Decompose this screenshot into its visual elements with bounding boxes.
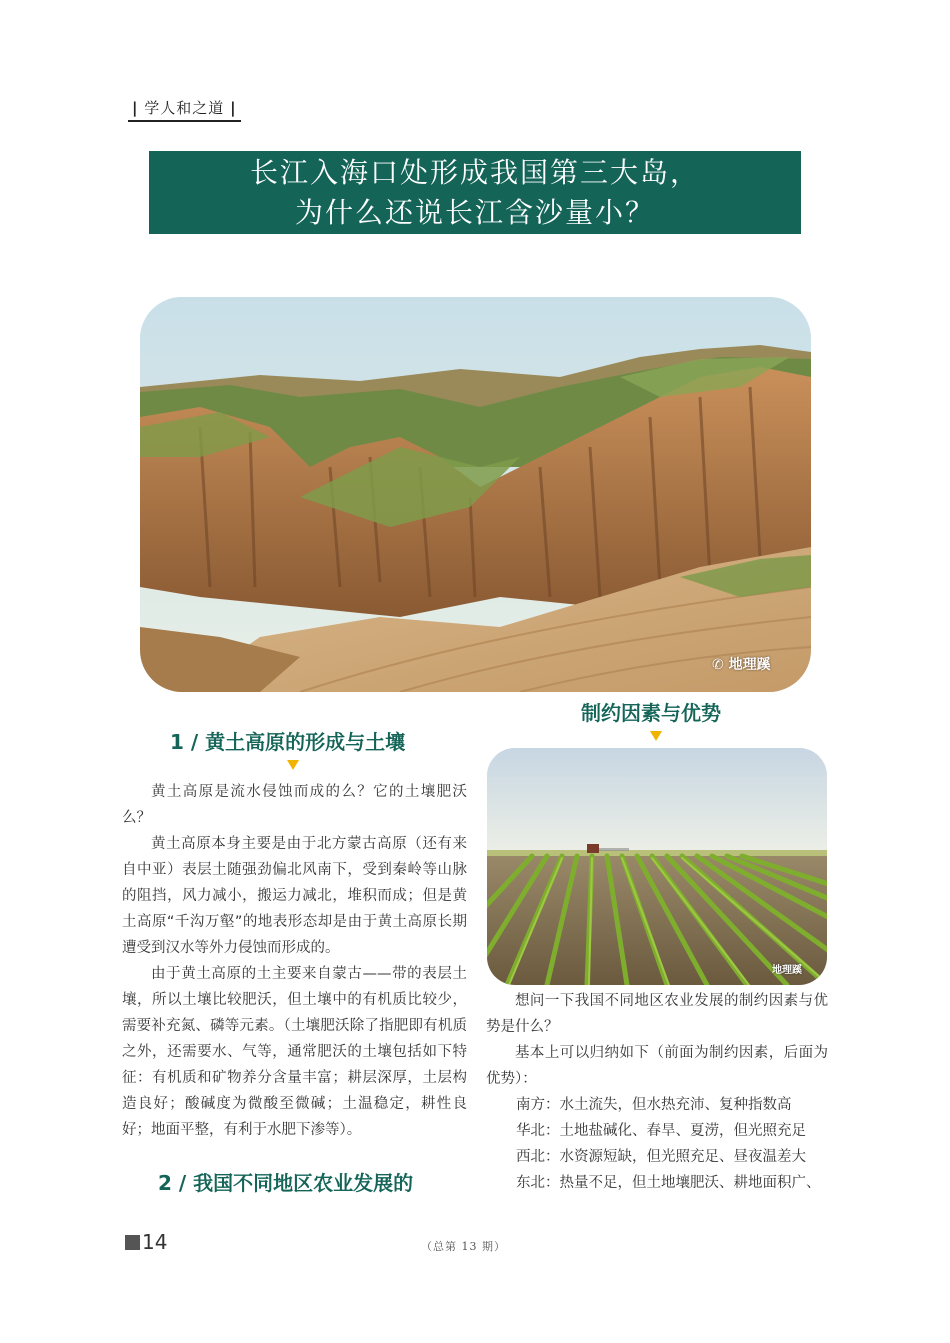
- article-title: [149, 151, 801, 234]
- page-number: [125, 1230, 167, 1254]
- photo-watermark: [712, 654, 771, 674]
- wechat-icon: ✆: [712, 657, 724, 673]
- issue-number: （总第 13 期）: [421, 1240, 506, 1253]
- region-northeast: 东北：热量不足，但土地壤肥沃、耕地面积广、: [516, 1175, 821, 1191]
- field-photo-watermark: [772, 961, 802, 976]
- left-paragraph-3: 由于黄土高原的土主要来自蒙古——带的表层土壤，所以土壤比较肥沃，但土壤中的有机质比较少，需要补充氮、磷等元素。（土壤肥沃除了指肥即有机质之外，还需要水、气等，通常肥沃的土壤包括如下特征：有机质和矿物养分含量丰富；耕层深厚，土层构造良好；酸碱度为微酸至微碱；土温稳定，耕性良好；地面平整，有利于水肥下渗等）。: [122, 966, 467, 1138]
- right-paragraph-2: 基本上可以归纳如下（前面为制约因素，后面为优势）：: [486, 1045, 828, 1087]
- title-line-2: 为什么还说长江含沙量小？: [294, 196, 655, 229]
- section-2-heading-left: 2 / 我国不同地区农业发展的: [158, 1171, 414, 1195]
- page-number-text: 14: [142, 1230, 168, 1254]
- region-south: 南方：水土流失，但水热充沛、复种指数高: [516, 1097, 792, 1113]
- page-number-square-icon: [125, 1235, 140, 1250]
- column-bar-right: |: [230, 99, 237, 117]
- field-watermark-text: 地理蹊: [772, 965, 802, 976]
- column-bar-left: |: [132, 99, 139, 117]
- left-paragraph-2: 黄土高原本身主要是由于北方蒙古高原（还有来自中亚）表层土随强劲偏北风南下，受到秦岭等山脉的阻挡，风力减小，搬运力减北，堆积而成；但是黄土高原“千沟万壑”的地表形态却是由于黄土高原长期遭受到汉水等外力侵蚀而形成的。: [122, 836, 467, 956]
- column-label-text: 学人和之道: [144, 99, 225, 117]
- section-1-marker-icon: [287, 760, 299, 770]
- left-paragraph-1: 黄土高原是流水侵蚀而成的么？它的土壤肥沃么？: [122, 784, 467, 826]
- section-2-marker-icon: [650, 731, 662, 741]
- section-2-heading-right: 制约因素与优势: [581, 701, 721, 725]
- title-line-1: 长江入海口处形成我国第三大岛，: [249, 156, 700, 189]
- loess-plateau-photo: [140, 297, 811, 692]
- farmland-illustration: [487, 748, 827, 985]
- right-paragraph-1: 想问一下我国不同地区农业发展的制约因素与优势是什么？: [486, 993, 828, 1035]
- section-1-heading: 1 / 黄土高原的形成与土壤: [170, 730, 406, 754]
- farmland-photo: [487, 748, 827, 985]
- column-label: [128, 97, 241, 122]
- watermark-text: 地理蹊: [728, 657, 771, 673]
- region-north-china: 华北：土地盐碱化、春旱、夏涝，但光照充足: [516, 1123, 806, 1139]
- region-northwest: 西北：水资源短缺，但光照充足、昼夜温差大: [516, 1149, 806, 1165]
- loess-plateau-illustration: [140, 297, 811, 692]
